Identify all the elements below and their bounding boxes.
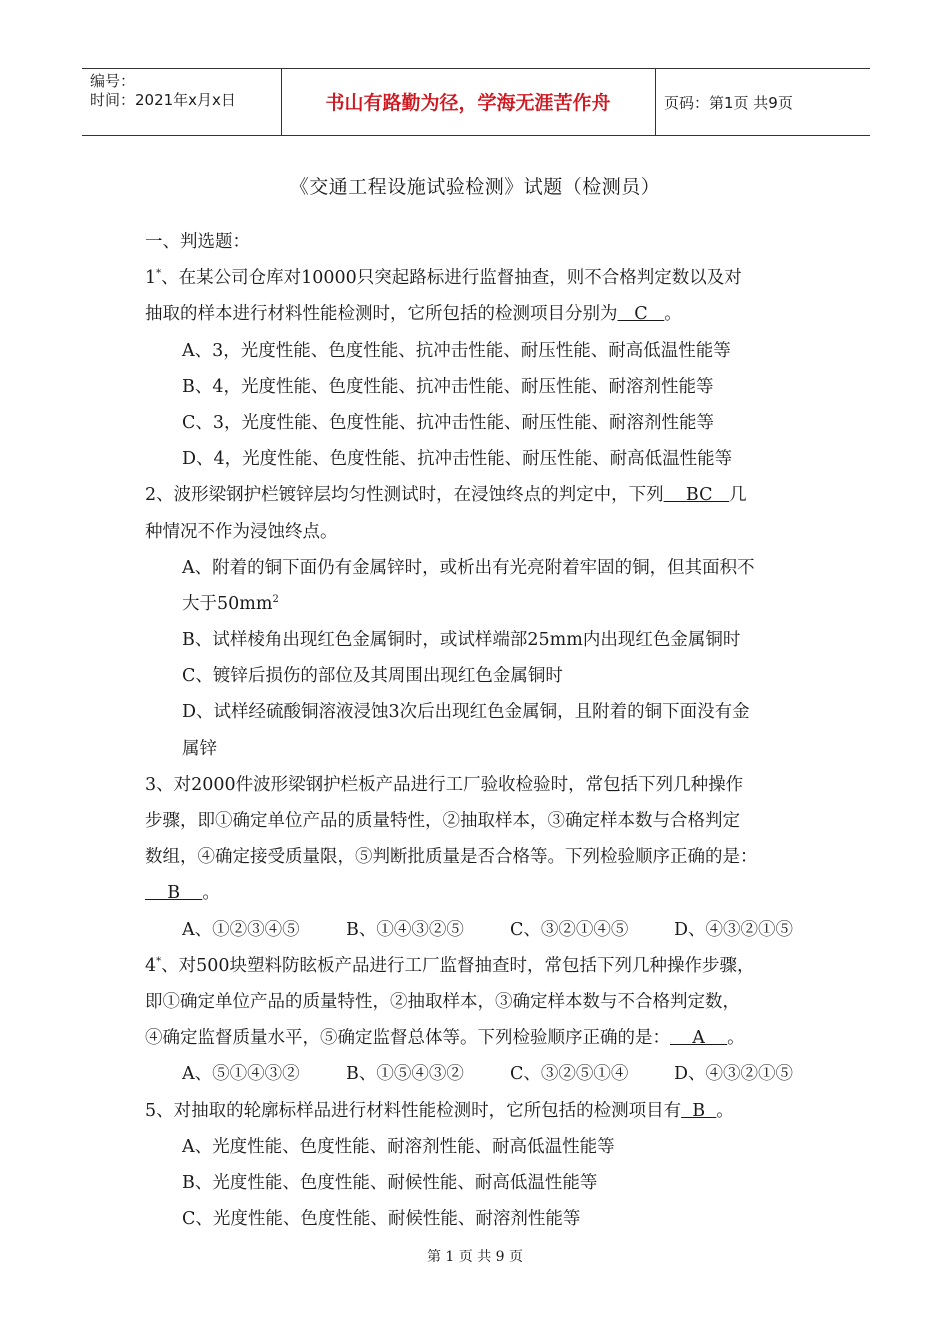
option-b: B、试样棱角出现红色金属铜时，或试样端部25mm内出现红色金属铜时 — [182, 630, 741, 651]
header-meta — [90, 72, 236, 110]
punct: 。 — [202, 883, 220, 904]
doc-number-label: 编号： — [90, 72, 136, 90]
question-3-answer — [145, 875, 810, 911]
answer-blank: A — [670, 1028, 728, 1049]
option-a: A、附着的铜下面仍有金属锌时，或析出有光亮附着牢固的铜，但其面积不 — [182, 557, 755, 578]
document-title: 《交通工程设施试验检测》试题（检测员） — [289, 176, 661, 198]
question-text: ④确定监督质量水平，⑤确定监督总体等。下列检验顺序正确的是： — [145, 1028, 670, 1049]
option-row — [145, 1056, 810, 1092]
header-bottom-rule — [82, 135, 870, 136]
section-heading: 一、判选题： — [145, 232, 250, 252]
option-a: A、3，光度性能、色度性能、抗冲击性能、耐压性能、耐高低温性能等 — [182, 340, 731, 361]
question-text: 抽取的样本进行材料性能检测时，它所包括的检测项目分别为 — [145, 304, 618, 325]
header-page-info: 页码：第1页 共9页 — [664, 94, 793, 112]
header-divider — [655, 68, 656, 135]
question-2 — [145, 477, 810, 513]
question-text: 几 — [729, 485, 747, 506]
question-3-cont: 步骤，即①确定单位产品的质量特性，②抽取样本，③确定样本数与合格判定 — [145, 811, 740, 831]
punct: 。 — [727, 1028, 745, 1049]
answer-blank: B — [145, 883, 203, 904]
option-b: B、①④③②⑤ — [346, 919, 464, 940]
option-a: A、①②③④⑤ — [182, 919, 300, 940]
question-text: 、对500块塑料防眩板产品进行工厂监督抽查时，常包括下列几种操作步骤， — [161, 955, 755, 976]
option-c: C、③②⑤①④ — [510, 1064, 629, 1085]
superscript: 2 — [272, 594, 279, 606]
header-motto: 书山有路勤为径，学海无涯苦作舟 — [325, 92, 611, 114]
option-b: B、光度性能、色度性能、耐候性能、耐高低温性能等 — [182, 1172, 598, 1193]
option-row — [145, 912, 810, 948]
doc-time-label: 时间：2021年x月x日 — [90, 91, 236, 109]
page-footer: 第 1 页 共 9 页 — [426, 1249, 524, 1265]
option-d-cont: 属锌 — [182, 738, 217, 759]
question-3-cont: 数组，④确定接受质量限，⑤判断批质量是否合格等。下列检验顺序正确的是： — [145, 847, 758, 868]
answer-blank: C — [617, 304, 665, 325]
question-text: 2、波形梁钢护栏镀锌层均匀性测试时，在浸蚀终点的判定中，下列 — [145, 485, 664, 506]
option-c: C、3，光度性能、色度性能、抗冲击性能、耐压性能、耐溶剂性能等 — [182, 412, 715, 433]
option-a: A、⑤①④③② — [182, 1064, 300, 1085]
question-4-cont — [145, 1020, 810, 1056]
question-4-cont: 即①确定单位产品的质量特性，②抽取样本，③确定样本数与不合格判定数， — [145, 991, 740, 1012]
option-b: B、4，光度性能、色度性能、抗冲击性能、耐压性能、耐溶剂性能等 — [182, 376, 714, 397]
option-a-cont — [145, 586, 810, 622]
question-2-cont: 种情况不作为浸蚀终点。 — [145, 521, 338, 542]
question-text: 、在某公司仓库对10000只突起路标进行监督抽查，则不合格判定数以及对 — [161, 268, 742, 289]
option-c: C、镀锌后损伤的部位及其周围出现红色金属铜时 — [182, 666, 563, 687]
option-b: B、①⑤④③② — [346, 1064, 464, 1085]
question-list — [145, 224, 810, 1237]
question-number: 1 — [145, 268, 157, 289]
question-5 — [145, 1093, 810, 1129]
question-1 — [145, 260, 810, 296]
option-c: C、③②①④⑤ — [510, 919, 629, 940]
question-number: 4 — [145, 955, 157, 976]
question-text: 5、对抽取的轮廓标样品进行材料性能检测时，它所包括的检测项目有 — [145, 1100, 682, 1121]
option-d: D、④③②①⑤ — [674, 919, 794, 940]
header-top-rule — [82, 68, 870, 69]
punct: 。 — [716, 1100, 734, 1121]
question-1-cont — [145, 296, 810, 332]
option-d: D、④③②①⑤ — [674, 1064, 794, 1085]
answer-blank: B — [681, 1100, 717, 1121]
punct: 。 — [664, 304, 682, 325]
question-3: 3、对2000件波形梁钢护栏板产品进行工厂验收检验时，常包括下列几种操作 — [145, 774, 744, 795]
option-text: 大于50mm — [182, 593, 273, 614]
star-mark: * — [156, 955, 162, 967]
star-mark: * — [156, 268, 162, 280]
answer-blank: BC — [663, 485, 730, 506]
option-d: D、4，光度性能、色度性能、抗冲击性能、耐压性能、耐高低温性能等 — [182, 449, 733, 470]
question-4 — [145, 948, 810, 984]
option-a: A、光度性能、色度性能、耐溶剂性能、耐高低温性能等 — [182, 1136, 615, 1157]
option-d: D、试样经硫酸铜溶液浸蚀3次后出现红色金属铜，且附着的铜下面没有金 — [182, 702, 750, 723]
option-c: C、光度性能、色度性能、耐候性能、耐溶剂性能等 — [182, 1209, 581, 1230]
